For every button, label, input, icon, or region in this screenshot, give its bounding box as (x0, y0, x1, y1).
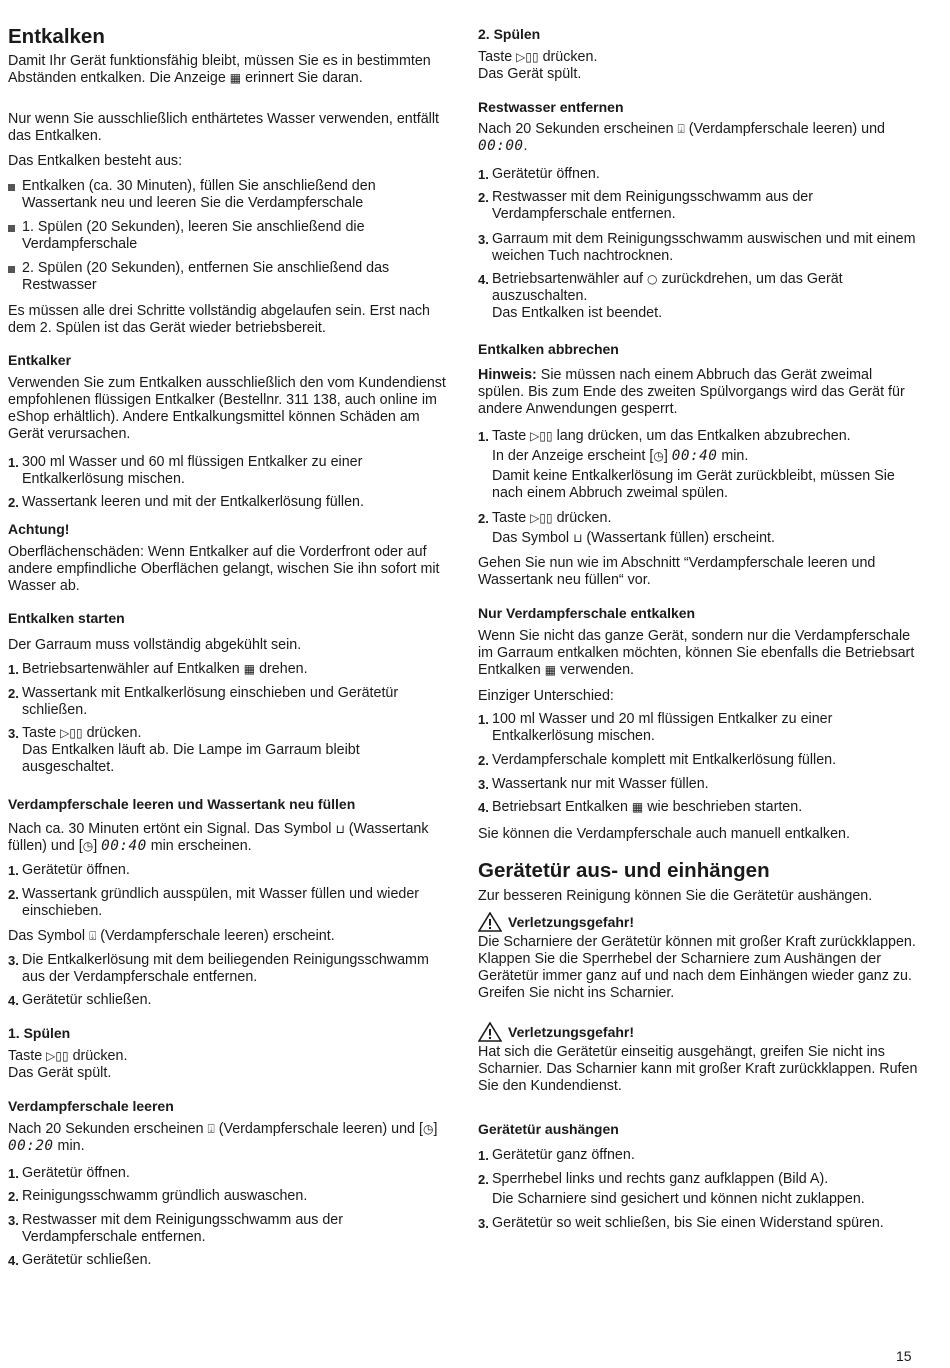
entkalker-text: Verwenden Sie zum Entkalken ausschließlich den vom Kundendienst empfohlenen flüssigen Entkalker (Bestellnr. 311 138, auch online im eShop erhältlich). Andere Entkalkungsmittel können Schäden am Gerät verursachen. (8, 375, 446, 442)
start-step-3 (8, 725, 450, 776)
heading-spuelen-1: 1. Spülen (8, 1025, 71, 1041)
empty-step-4 (8, 992, 450, 1009)
rest-step-2 (478, 189, 918, 223)
start-stop-icon: ▷▯▯ (60, 726, 83, 740)
abort-hint: Hinweis: Sie müssen nach einem Abbruch das Gerät zweimal spülen. Bis zum Ende des zweiten Spülvorgangs wird das Gerät für andere Anwendungen gesperrt. (478, 367, 905, 417)
list-item: 2. Wassertank leeren und mit der Entkalkerlösung füllen. (8, 494, 364, 510)
heading-verdampferschale-leeren: Verdampferschale leeren (8, 1098, 174, 1114)
step-note: Das Entkalken läuft ab. Die Lampe im Garraum bleibt ausgeschaltet. (22, 742, 360, 775)
unhang-step-3 (478, 1215, 918, 1232)
warning-title: Verletzungsgefahr! (508, 914, 635, 930)
list-item: 3. Wassertank nur mit Wasser füllen. (478, 776, 709, 792)
consists-text: Das Entkalken besteht aus: (8, 153, 183, 169)
rest-text: Nach 20 Sekunden erscheinen ⍗ (Verdampferschale leeren) und 00:00. (478, 121, 885, 154)
water-tank-icon: ⊔ (335, 822, 345, 836)
unhang-step-2 (478, 1171, 918, 1208)
list-item: 1. Gerätetür ganz öffnen. (478, 1147, 635, 1163)
tray-empty-icon: ⍗ (89, 929, 97, 943)
door-intro: Zur besseren Reinigung können Sie die Gerätetür aushängen. (478, 888, 873, 904)
display-readout: 00:40 (671, 448, 718, 464)
empty-step-3 (8, 952, 450, 986)
list-item: 2. Wassertank mit Entkalkerlösung einschieben und Gerätetür schließen. (8, 685, 399, 718)
rest-step-4 (478, 271, 918, 322)
start-step-2 (8, 685, 450, 719)
list-item: 3. Taste ▷▯▯ drücken. (8, 725, 142, 741)
descale-icon: ▦ (243, 662, 256, 676)
page-number: 15 (896, 1348, 912, 1364)
heading-nur-verdampferschale: Nur Verdampferschale entkalken (478, 605, 696, 621)
achtung-text: Oberflächenschäden: Wenn Entkalker auf die Vorderfront oder auf andere empfindliche Oberflächen gelangt, wischen Sie ihn sofort mit Wasser ab. (8, 544, 440, 594)
list-item: 1. Spülen (20 Sekunden), leeren Sie anschließend die Verdampferschale (8, 219, 450, 253)
list-item: 1. 300 ml Wasser und 60 ml flüssigen Entkalker zu einer Entkalkerlösung mischen. (8, 454, 363, 487)
tray-text: Nach 20 Sekunden erscheinen ⍗ (Verdampferschale leeren) und [◷] 00:20 min. (8, 1121, 438, 1154)
list-item: 2. Sperrhebel links und rechts ganz aufklappen (Bild A). (478, 1171, 829, 1187)
tray-step-4 (8, 1252, 450, 1269)
list-item: 1. 100 ml Wasser und 20 ml flüssigen Entkalker zu einer Entkalkerlösung mischen. (478, 711, 833, 744)
all-steps-note: Es müssen alle drei Schritte vollständig abgelaufen sein. Erst nach dem 2. Spülen ist das Gerät wieder betriebsbereit. (8, 303, 430, 336)
empty-step-1 (8, 862, 450, 879)
list-item: 1. Gerätetür öffnen. (478, 166, 600, 182)
list-item: 2. Wassertank gründlich ausspülen, mit Wasser füllen und wieder einschieben. (8, 886, 420, 919)
warning-2: Verletzungsgefahr! Hat sich die Gerätetür einseitig ausgehängt, greifen Sie nicht ins Scharnier. Das Scharnier kann mit großer Kraft zurückklappen. Rufen Sie den Kundendienst. (478, 1024, 918, 1094)
step-note: Damit keine Entkalkerlösung im Gerät zurückbleibt, müssen Sie nach einem Abbruch zweimal spülen. (492, 468, 895, 501)
section-title-geraetetuer: Gerätetür aus- und einhängen (478, 859, 770, 882)
list-item: 1. Betriebsartenwähler auf Entkalken ▦ drehen. (8, 661, 308, 677)
start-stop-icon: ▷▯▯ (516, 50, 539, 64)
symbol-appears-text: Das Symbol ⍗ (Verdampferschale leeren) erscheint. (8, 928, 335, 944)
abort-continue: Gehen Sie nun wie im Abschnitt “Verdampferschale leeren und Wassertank neu füllen“ vor. (478, 555, 876, 588)
tray-empty-icon: ⍗ (207, 1122, 215, 1136)
tray-empty-icon: ⍗ (677, 122, 685, 136)
tray-step-1 (8, 1165, 450, 1182)
bullet-list-2 (8, 219, 450, 253)
warning-triangle-icon (478, 912, 502, 932)
list-item: 2. Restwasser mit dem Reinigungsschwamm aus der Verdampferschale entfernen. (478, 189, 814, 222)
display-readout: 00:00 (478, 138, 524, 154)
empty-text: Nach ca. 30 Minuten ertönt ein Signal. Das Symbol ⊔ (Wassertank füllen) und [◷] 00:40 min erscheinen. (8, 821, 429, 854)
display-readout: 00:20 (8, 1138, 54, 1154)
descale-icon: ▦ (229, 71, 242, 85)
start-stop-icon: ▷▯▯ (46, 1049, 69, 1063)
only-manual: Sie können die Verdampferschale auch manuell entkalken. (478, 826, 850, 842)
heading-entkalken-starten: Entkalken starten (8, 610, 125, 626)
descale-icon: ▦ (631, 800, 644, 814)
rinse2-text: Taste ▷▯▯ drücken. Das Gerät spült. (478, 49, 598, 82)
rinse1-text: Taste ▷▯▯ drücken. Das Gerät spült. (8, 1048, 128, 1081)
entkalker-step-1 (8, 454, 450, 488)
only-step-3 (478, 776, 918, 793)
step-note: Das Symbol ⊔ (Wassertank füllen) erscheint. (492, 530, 775, 546)
empty-step-2 (8, 886, 450, 920)
bullet-list-3 (8, 260, 450, 294)
tray-step-3 (8, 1212, 450, 1246)
list-item: 2. Reinigungsschwamm gründlich auswaschen. (8, 1188, 308, 1204)
list-item: 2. Taste ▷▯▯ drücken. (478, 510, 612, 526)
list-item: 2. Verdampferschale komplett mit Entkalkerlösung füllen. (478, 752, 837, 768)
heading-restwasser: Restwasser entfernen (478, 99, 624, 115)
list-item: 4. Gerätetür schließen. (8, 1252, 152, 1268)
list-item: 4. Betriebsartenwähler auf ○ zurückdrehen, um das Gerät auszuschalten. (478, 271, 843, 304)
step-note: Die Scharniere sind gesichert und können nicht zuklappen. (492, 1191, 865, 1207)
warning-1: Verletzungsgefahr! Die Scharniere der Gerätetür können mit großer Kraft zurückklappen. Klappen Sie die Sperrhebel der Scharniere zum Aushängen der Gerätetür immer ganz auf und nach dem Einhängen wieder ganz zu. Greifen Sie nicht ins Scharnier. (478, 914, 916, 1001)
only-step-1 (478, 711, 918, 745)
warning-title: Verletzungsgefahr! (508, 1024, 635, 1040)
intro-paragraph: Damit Ihr Gerät funktionsfähig bleibt, müssen Sie es in bestimmten Abständen entkalken. Die Anzeige ▦ erinnert Sie daran. (8, 53, 431, 86)
bullet-list (8, 178, 450, 212)
list-item: 1. Gerätetür öffnen. (8, 862, 130, 878)
list-item: Entkalken (ca. 30 Minuten), füllen Sie anschließend den Wassertank neu und leeren Sie die Verdampferschale (8, 178, 450, 212)
only-step-4 (478, 799, 918, 816)
heading-geraetetuer-aushaengen: Gerätetür aushängen (478, 1121, 619, 1137)
list-item: 3. Garraum mit dem Reinigungsschwamm auswischen und mit einem weichen Tuch nachtrocknen. (478, 231, 916, 264)
entkalker-step-2 (8, 494, 450, 511)
heading-achtung: Achtung! (8, 521, 70, 537)
step-note: Das Entkalken ist beendet. (492, 305, 663, 321)
timer-icon: ◷ (422, 1122, 434, 1136)
timer-icon: ◷ (82, 839, 94, 853)
soft-water-note: Nur wenn Sie ausschließlich enthärtetes Wasser verwenden, entfällt das Entkalken. (8, 111, 439, 144)
start-text: Der Garraum muss vollständig abgekühlt sein. (8, 637, 302, 653)
descale-icon: ▦ (544, 663, 557, 677)
display-readout: 00:40 (101, 838, 147, 854)
step-note: In der Anzeige erscheint [◷] 00:40 min. (492, 448, 749, 464)
start-step-1 (8, 661, 450, 678)
only-text: Wenn Sie nicht das ganze Gerät, sondern nur die Verdampferschale im Garraum entkalken möchten, können Sie ebenfalls die Betriebsart Entkalken ▦ verwenden. (478, 628, 915, 678)
tray-step-2 (8, 1188, 450, 1205)
warning-triangle-icon (478, 1022, 502, 1042)
unhang-step-1 (478, 1147, 918, 1164)
off-circle-icon: ○ (646, 272, 658, 286)
start-stop-icon: ▷▯▯ (530, 429, 553, 443)
list-item: 4. Betriebsart Entkalken ▦ wie beschrieben starten. (478, 799, 803, 815)
rest-step-1 (478, 166, 918, 183)
abort-step-1 (478, 428, 918, 502)
rest-step-3 (478, 231, 918, 265)
list-item: 3. Die Entkalkerlösung mit dem beiliegenden Reinigungsschwamm aus der Verdampferschale entfernen. (8, 952, 429, 985)
heading-verdampferschale-wassertank: Verdampferschale leeren und Wassertank neu füllen (8, 796, 356, 812)
abort-step-2 (478, 510, 918, 547)
only-step-2 (478, 752, 918, 769)
heading-spuelen-2: 2. Spülen (478, 26, 541, 42)
list-item: 2. Spülen (20 Sekunden), entfernen Sie anschließend das Restwasser (8, 260, 450, 294)
water-tank-icon: ⊔ (573, 531, 583, 545)
list-item: 1. Gerätetür öffnen. (8, 1165, 130, 1181)
list-item: 3. Gerätetür so weit schließen, bis Sie einen Widerstand spüren. (478, 1215, 884, 1231)
only-diff: Einziger Unterschied: (478, 688, 614, 704)
list-item: 4. Gerätetür schließen. (8, 992, 152, 1008)
list-item: 3. Restwasser mit dem Reinigungsschwamm aus der Verdampferschale entfernen. (8, 1212, 344, 1245)
section-title-entkalken: Entkalken (8, 25, 105, 48)
heading-entkalken-abbrechen: Entkalken abbrechen (478, 341, 619, 357)
heading-entkalker: Entkalker (8, 352, 72, 368)
start-stop-icon: ▷▯▯ (530, 511, 553, 525)
list-item: 1. Taste ▷▯▯ lang drücken, um das Entkalken abzubrechen. (478, 428, 851, 444)
timer-icon: ◷ (653, 449, 664, 463)
